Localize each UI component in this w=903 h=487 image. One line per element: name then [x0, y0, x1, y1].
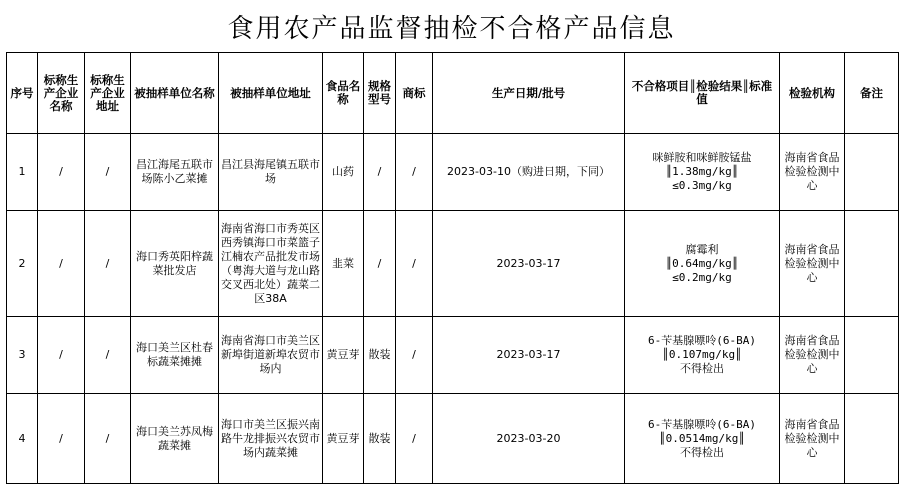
cell-note: [845, 394, 899, 484]
cell-date: 2023-03-20: [433, 394, 625, 484]
cell-maker-address: /: [85, 134, 131, 211]
header-sampled-unit-name: 被抽样单位名称: [131, 53, 219, 134]
table-row: [7, 211, 899, 317]
header-maker-address: 标称生产企业地址: [85, 53, 131, 134]
failed-item-result: ║1.38mg/kg║: [665, 165, 739, 178]
cell-note: [845, 211, 899, 317]
failed-item-standard: 不得检出: [680, 362, 724, 375]
cell-maker-address: /: [85, 317, 131, 394]
cell-maker-name: /: [38, 317, 85, 394]
cell-sampled-unit-name: 海口美兰苏凤梅蔬菜摊: [131, 394, 219, 484]
header-failed-item: 不合格项目║检验结果║标准值: [625, 53, 780, 134]
cell-food-name: 山药: [323, 134, 364, 211]
page-title: 食用农产品监督抽检不合格产品信息: [227, 13, 676, 44]
header-maker-name: 标称生产企业名称: [38, 53, 85, 134]
cell-spec: /: [364, 134, 396, 211]
cell-inspection-org: 海南省食品检验检测中心: [780, 394, 845, 484]
cell-sampled-unit-address: 昌江县海尾镇五联市场: [219, 134, 323, 211]
cell-sampled-unit-name: 海口秀英阳梓蔬菜批发店: [131, 211, 219, 317]
failed-item-standard: 不得检出: [680, 445, 724, 459]
cell-failed-item: [625, 211, 780, 317]
cell-sampled-unit-address: 海南省海口市美兰区新埠街道新埠农贸市场内: [219, 317, 323, 394]
table-row: [7, 134, 899, 211]
header-date: 生产日期/批号: [433, 53, 625, 134]
unqualified-products-table: [6, 52, 899, 484]
cell-failed-item: [625, 317, 780, 394]
failed-item-name: 腐霉利: [685, 242, 719, 256]
cell-no: 4: [7, 394, 38, 484]
cell-brand: /: [396, 317, 433, 394]
cell-no: 2: [7, 211, 38, 317]
cell-food-name: 黄豆芽: [323, 317, 364, 394]
cell-inspection-org: 海南省食品检验检测中心: [780, 134, 845, 211]
failed-item-name: 6-苄基腺嘌呤(6-BA): [648, 417, 756, 431]
cell-food-name: 黄豆芽: [323, 394, 364, 484]
cell-spec: 散装: [364, 394, 396, 484]
cell-maker-address: /: [85, 394, 131, 484]
cell-no: 1: [7, 134, 38, 211]
cell-brand: /: [396, 134, 433, 211]
cell-sampled-unit-name: 海口美兰区杜春标蔬菜摊摊: [131, 317, 219, 394]
cell-sampled-unit-address: 海南省海口市秀英区西秀镇海口市菜篮子江楠农产品批发市场（粤海大道与龙山路交叉西北处）蔬菜二区38A: [219, 211, 323, 317]
failed-item-standard: ≤0.2mg/kg: [672, 270, 732, 284]
cell-failed-item: [625, 394, 780, 484]
cell-spec: 散装: [364, 317, 396, 394]
cell-failed-item: [625, 134, 780, 211]
cell-food-name: 韭菜: [323, 211, 364, 317]
cell-maker-name: /: [38, 134, 85, 211]
cell-brand: /: [396, 211, 433, 317]
cell-note: [845, 317, 899, 394]
cell-inspection-org: 海南省食品检验检测中心: [780, 317, 845, 394]
failed-item-result: ║0.64mg/kg║: [665, 256, 739, 270]
failed-item-name: 咪鲜胺和咪鲜胺锰盐: [652, 151, 752, 164]
cell-no: 3: [7, 317, 38, 394]
cell-spec: /: [364, 211, 396, 317]
cell-date: 2023-03-17: [433, 317, 625, 394]
cell-sampled-unit-name: 昌江海尾五联市场陈小乙菜摊: [131, 134, 219, 211]
header-food-name: 食品名称: [323, 53, 364, 134]
cell-sampled-unit-address: 海口市美兰区振兴南路牛龙排振兴农贸市场内蔬菜摊: [219, 394, 323, 484]
table-row: [7, 317, 899, 394]
header-sampled-unit-address: 被抽样单位地址: [219, 53, 323, 134]
cell-inspection-org: 海南省食品检验检测中心: [780, 211, 845, 317]
cell-maker-name: /: [38, 211, 85, 317]
cell-date: 2023-03-10（购进日期，下同）: [433, 134, 625, 211]
header-inspection-org: 检验机构: [780, 53, 845, 134]
header-spec: 规格型号: [364, 53, 396, 134]
cell-date: 2023-03-17: [433, 211, 625, 317]
cell-maker-address: /: [85, 211, 131, 317]
failed-item-standard: ≤0.3mg/kg: [672, 179, 732, 192]
header-brand: 商标: [396, 53, 433, 134]
table-row: [7, 394, 899, 484]
table-header-row: [7, 53, 899, 134]
cell-note: [845, 134, 899, 211]
header-no: 序号: [7, 53, 38, 134]
cell-maker-name: /: [38, 394, 85, 484]
failed-item-name: 6-苄基腺嘌呤(6-BA): [648, 334, 756, 347]
failed-item-result: ║0.107mg/kg║: [662, 348, 742, 361]
failed-item-result: ║0.0514mg/kg║: [658, 431, 746, 445]
header-note: 备注: [845, 53, 899, 134]
cell-brand: /: [396, 394, 433, 484]
